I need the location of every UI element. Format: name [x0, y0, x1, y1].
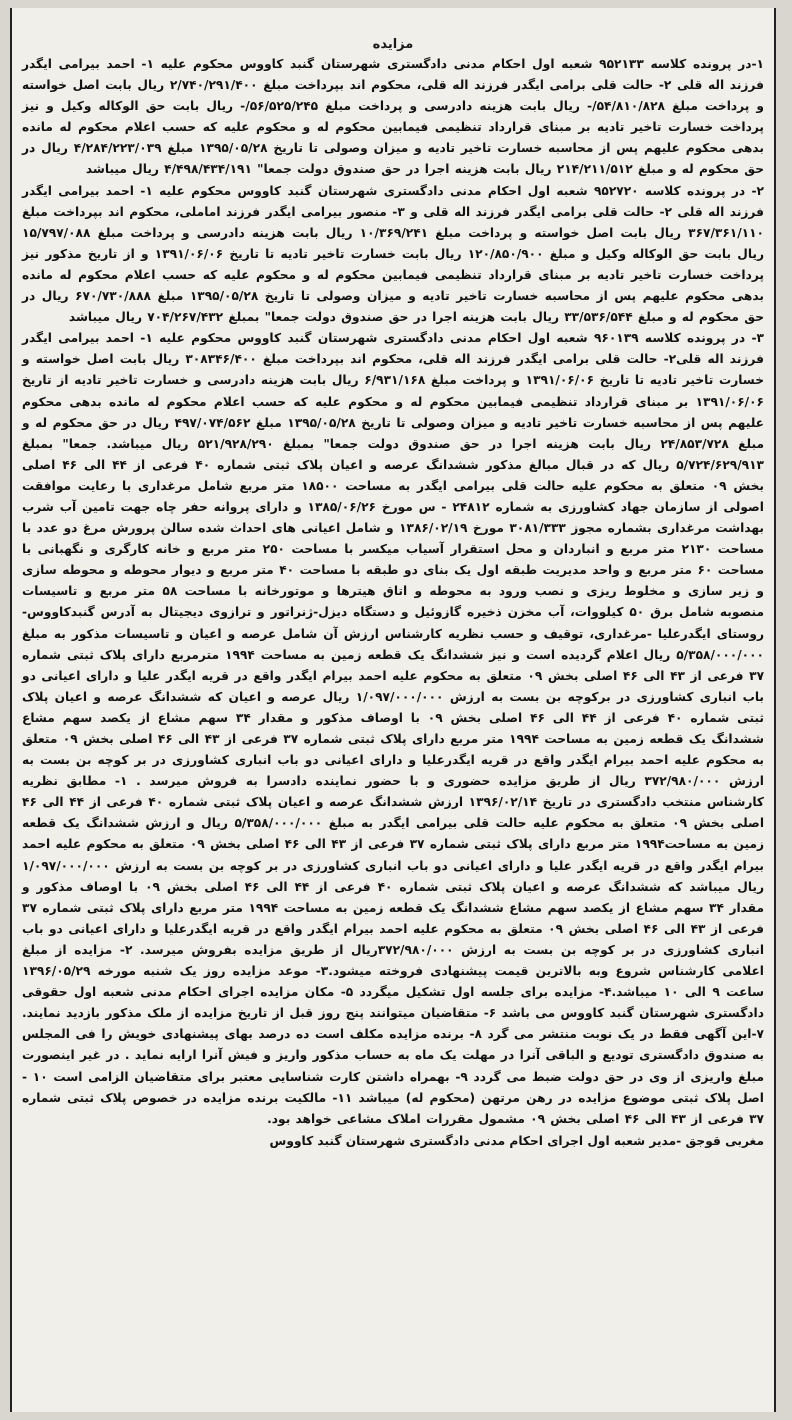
- notice-title: مزایده: [372, 37, 414, 52]
- notice-signature: مغربی قوجق -مدیر شعبه اول اجرای احکام مدنی دادگستری شهرستان گنبد کاووس: [269, 1133, 764, 1148]
- notice-page: [10, 8, 776, 1412]
- notice-paragraph-1: ۱-در پرونده کلاسه ۹۵۲۱۳۳ شعبه اول احکام مدنی دادگستری شهرستان گنبد کاووس محکوم علیه ۱- احمد بیرامی ایگدر فرزند اله قلی ۲- حالت قلی برامی ایگدر فرزند اله قلی، محکوم اند بپرداخت مبلغ ۲/۷۴۰/۲۹۱/۴۰۰ ریال بابت اصل خواسته و پرداخت مبلغ ۵۴/۸۱۰/۸۲۸/- ریال بابت هزینه دادرسی و پرداخت مبلغ ۵۶/۵۲۵/۲۴۵/- ریال بابت حق الوکاله وکیل و نیز پرداخت خسارت تاخیر تادیه بر مبنای قرارداد تنظیمی فیمابین محکوم له و محکوم علیه که حسب اعلام محکوم له مانده بدهی محکوم علیهم پس از محاسبه خسارت تاخیر تادیه و میزان وصولی تا تاریخ ۱۳۹۵/۰۵/۲۸ مبلغ ۴/۲۸۴/۲۲۳/۰۳۹ ریال در حق محکوم له و مبلغ ۲۱۴/۲۱۱/۵۱۲ ریال بابت هزینه اجرا در حق صندوق دولت جمعا" ۴/۴۹۸/۴۳۴/۱۹۱ ریال میباشد: [22, 57, 764, 177]
- notice-paragraph-2: ۲- در پرونده کلاسه ۹۵۲۷۲۰ شعبه اول احکام مدنی دادگستری شهرستان گنبد کاووس محکوم علیه ۱- احمد بیرامی ایگدر فرزند اله قلی ۲- حالت قلی برامی ایگدر فرزند اله قلی و ۳- منصور بیرامی ایگدر فرزند اماملی، محکوم اند بپرداخت مبلغ ۳۶۷/۳۶۱/۱۱۰ ریال بابت اصل خواسته و پرداخت مبلغ ۱۰/۳۶۹/۲۴۱ ریال بابت هزینه دادرسی و پرداخت مبلغ ۱۵/۷۹۷/۰۸۸ ریال بابت حق الوکاله وکیل و مبلغ ۱۲۰/۸۵۰/۹۰۰ ریال بابت خسارت تاخیر تادیه تا تاریخ ۱۳۹۱/۰۶/۰۶ و از تاریخ مذکور نیز پرداخت خسارت تاخیر تادیه بر مبنای قرارداد تنظیمی فیمابین محکوم له و محکوم علیه که حسب اعلام محکوم له مانده بدهی محکوم علیهم پس از محاسبه خسارت تاخیر تادیه و میزان وصولی تا تاریخ ۱۳۹۵/۰۵/۲۸ مبلغ ۶۷۰/۷۳۰/۸۸۸ ریال در حق محکوم له و مبلغ ۳۳/۵۳۶/۵۴۴ ریال بابت هزینه اجرا در حق صندوق دولت جمعا" بمبلغ ۷۰۴/۲۶۷/۴۳۲ ریال میباشد: [22, 183, 764, 325]
- notice-paragraph-3: ۳- در پرونده کلاسه ۹۶۰۱۳۹ شعبه اول احکام مدنی دادگستری شهرستان گنبد کاووس محکوم علیه ۱- احمد بیرامی ایگدر فرزند اله قلی۲- حالت قلی برامی ایگدر فرزند اله قلی، محکوم اند بپرداخت مبلغ ۳۰۸۳۴۶/۴۰۰ ریال بابت اصل خواسته و خسارت تاخیر تادیه تا تاریخ ۱۳۹۱/۰۶/۰۶ و پرداخت مبلغ ۶/۹۳۱/۱۶۸ ریال بابت هزینه دادرسی و خسارت تاخیر تادیه از تاریخ ۱۳۹۱/۰۶/۰۶ بر مبنای قرارداد تنظیمی فیمابین محکوم له و محکوم علیه که حسب اعلام محکوم له مانده بدهی محکوم علیهم پس از محاسبه خسارت تاخیر تادیه و میزان وصولی تا تاریخ ۱۳۹۵/۰۵/۲۸ مبلغ ۴۹۷/۰۷۴/۵۶۲ ریال در حق محکوم له و مبلغ ۲۴/۸۵۳/۷۲۸ ریال بابت هزینه اجرا در حق صندوق دولت جمعا" بمبلغ ۵۲۱/۹۲۸/۲۹۰ ریال میباشد. جمعا" بمبلغ ۵/۷۲۴/۶۲۹/۹۱۳ ریال که در قبال مبالغ مذکور ششدانگ عرصه و اعیان پلاک ثبتی شماره ۴۰ فرعی از ۴۴ الی ۴۶ اصلی بخش ۰۹ متعلق به محکوم علیه حالت قلی بیرامی ایگدر به مساحت ۱۸۵۰۰ متر مربع شامل مرغداری با رعایت موافقت اصولی از سازمان جهاد کشاورزی به شماره ۲۴۸۱۲ - س مورخ ۱۳۸۵/۰۶/۲۶ و دارای پروانه حفر چاه جهت تامین آب شرب بهداشت مرغداری بشماره مجوز ۳۰۸۱/۳۳۳ مورخ ۱۳۸۶/۰۲/۱۹ و شامل اعیانی های احداث شده سالن پرورش مرغ دو عدد با مساحت ۲۱۳۰ متر مربع و انباردان و محل استقرار آسیاب میکسر با مساحت ۲۵۰ متر مربع و خانه کارگری و نگهبانی با مساحت ۶۰ متر مربع و واحد مدیریت طبقه اول یک بنای دو طبقه با مساحت ۴۰ متر مربع و دیوار محوطه و محوطه سازی و زیر سازی و مخلوط ریزی و نصب ورود به محوطه و اتاق هیترها و موتورخانه با مساحت ۵۸ متر مربع و تاسیسات منصوبه شامل برق ۵۰ کیلووات، آب مخزن ذخیره گازوئیل و دستگاه دیزل-ژنراتور و ترازوی دیجیتال به آدرس گنبدکاووس- روستای ایگدرعلیا -مرغداری، توقیف و حسب نظریه کارشناس ارزش آن شامل عرصه و اعیان و تاسیسات مذکور به مبلغ ۵/۳۵۸/۰۰۰/۰۰۰ ریال اعلام گردیده است و نیز ششدانگ یک قطعه زمین به مساحت ۱۹۹۴ مترمربع دارای پلاک ثبتی شماره ۳۷ فرعی از ۴۳ الی ۴۶ اصلی بخش ۰۹ متعلق به محکوم علیه احمد بیرام ایگدر واقع در قریه ایگدر علیا و دارای اعیانی دو باب انباری کشاورزی در برکوچه بن بست به ارزش ۱/۰۹۷/۰۰۰/۰۰۰ ریال عرصه و اعیان که ششدانگ عرصه و اعیان پلاک ثبتی شماره ۴۰ فرعی از ۴۴ الی ۴۶ اصلی بخش ۰۹ با اوصاف مذکور و مقدار ۳۴ سهم مشاع از یکصد سهم مشاع ششدانگ یک قطعه زمین به مساحت ۱۹۹۴ متر مربع دارای پلاک ثبتی شماره ۳۷ فرعی از ۴۳ الی ۴۶ اصلی بخش ۰۹ متعلق به محکوم علیه احمد بیرام ایگدر واقع در قریه ایگدرعلیا و دارای اعیانی دو باب انباری کشاورزی در بر کوچه بن بست به ارزش ۳۷۲/۹۸۰/۰۰۰ ریال از طریق مزایده حضوری و با حضور نماینده دادسرا به فروش میرسد . ۱- مطابق نظریه کارشناس منتخب دادگستری در تاریخ ۱۳۹۶/۰۲/۱۴ ارزش ششدانگ عرصه و اعیان پلاک ثبتی شماره ۴۰ فرعی از ۴۴ الی ۴۶ اصلی بخش ۰۹ متعلق به محکوم علیه حالت قلی بیرامی ایگدر به مبلغ ۵/۳۵۸/۰۰۰/۰۰۰ ریال و ارزش ششدانگ یک قطعه زمین به مساحت۱۹۹۴ متر مربع دارای پلاک ثبتی شماره ۳۷ فرعی از ۴۳ الی ۴۶ اصلی بخش ۰۹ متعلق به محکوم علیه احمد بیرام ایگدر واقع در قریه ایگدر علیا و دارای اعیانی دو باب انباری کشاورزی در بر کوچه بن بست به ارزش ۱/۰۹۷/۰۰۰/۰۰۰ ریال میباشد که ششدانگ عرصه و اعیان پلاک ثبتی شماره ۴۰ فرعی از ۴۴ الی ۴۶ اصلی بخش ۰۹ با اوصاف مذکور و مقدار ۳۴ سهم مشاع از یکصد سهم مشاع ششدانگ یک قطعه زمین به مساحت ۱۹۹۴ متر مربع دارای پلاک ثبتی شماره ۳۷ فرعی از ۴۳ الی ۴۶ اصلی بخش ۰۹ متعلق به محکوم علیه احمد بیرام ایگدر واقع در قریه ایگدرعلیا و دارای اعیانی دو باب انباری کشاورزی در بر کوچه بن بست به ارزش ۳۷۲/۹۸۰/۰۰۰ریال از طریق مزایده بفروش میرسد. ۲- مزایده از مبلغ اعلامی کارشناس شروع وبه بالاترین قیمت پیشنهادی فروخته میشود.۳- موعد مزایده روز یک شنبه مورخه ۱۳۹۶/۰۵/۲۹ ساعت ۹ الی ۱۰ میباشد.۴- مزایده برای جلسه اول تشکیل میگردد ۵- مکان مزایده اجرای احکام مدنی شعبه اول حقوقی دادگستری شهرستان گنبد کاووس می باشد ۶- متقاضیان میتوانند پنج روز قبل از تاریخ مزایده از ملک مذکور بازدید نمایند. ۷-این آگهی فقط در یک نوبت منتشر می گرد ۸- برنده مزایده مکلف است ده درصد بهای پیشنهادی خویش را فی المجلس به صندوق دادگستری تودیع و الباقی آنرا در مهلت یک ماه به حساب مذکور واریز و فیش آنرا ارایه نماید . در غیر اینصورت مبلغ واریزی از وی در حق دولت ضبط می گردد ۹- بهمراه داشتن کارت شناسایی معتبر برای متقاضیان الزامی است ۱۰ - اصل پلاک ثبتی موضوع مزایده در رهن مرتهن (محکوم له) میباشد ۱۱- مالکیت برنده مزایده در خصوص پلاک ثبتی شماره ۳۷ فرعی از ۴۳ الی ۴۶ اصلی بخش ۰۹ مشمول مقررات املاک مشاعی خواهد بود.: [22, 331, 765, 1126]
